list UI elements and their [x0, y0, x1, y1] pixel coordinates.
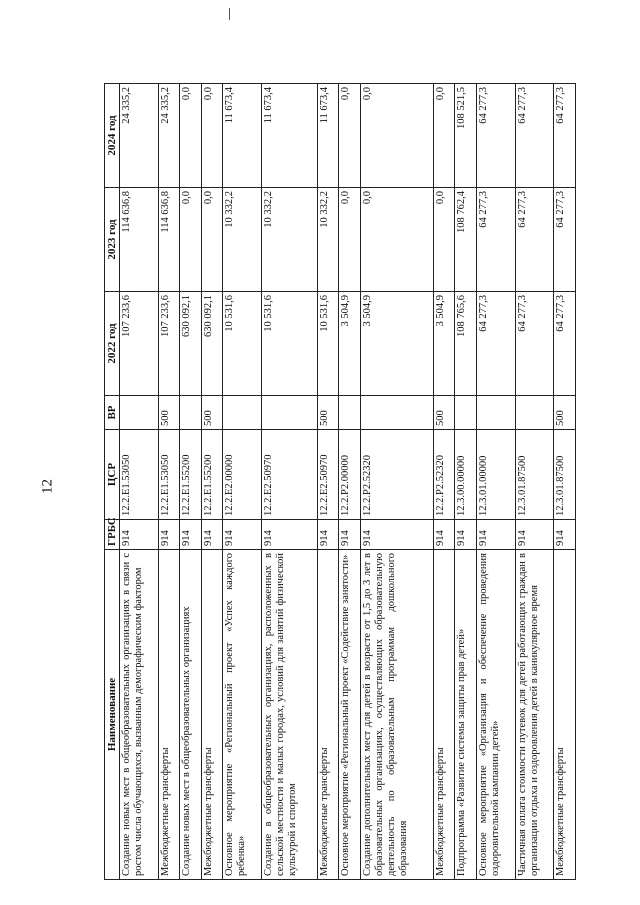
cell-y2024: 0,0 — [180, 84, 202, 188]
header-2024: 2024 год — [105, 84, 120, 188]
table-row — [180, 84, 202, 880]
table-row — [261, 84, 317, 880]
cell-y2022: 10 531,6 — [261, 292, 317, 396]
cell-y2022: 108 765,6 — [455, 292, 477, 396]
cell-grbs: 914 — [120, 520, 159, 550]
cell-name: Основное мероприятие «Организация и обеспечение проведения оздоровительной кампании детей» — [476, 550, 515, 880]
cell-y2024: 24 335,2 — [120, 84, 159, 188]
cell-name: Межбюджетные трансферты — [158, 550, 180, 880]
cell-csr: 12.2.E1.55200 — [180, 430, 202, 520]
cell-vr — [120, 396, 159, 430]
cell-grbs: 914 — [158, 520, 180, 550]
cell-grbs: 914 — [360, 520, 433, 550]
cell-name: Основное мероприятие «Региональный проект «Успех каждого ребенка» — [223, 550, 262, 880]
cell-vr — [339, 396, 361, 430]
cell-y2023: 0,0 — [201, 188, 223, 292]
header-name: Наименование — [105, 550, 120, 880]
cell-vr — [515, 396, 554, 430]
cell-y2024: 0,0 — [433, 84, 455, 188]
cell-y2024: 64 277,3 — [476, 84, 515, 188]
cell-grbs: 914 — [223, 520, 262, 550]
cell-vr — [476, 396, 515, 430]
header-2023: 2023 год — [105, 188, 120, 292]
cell-vr — [180, 396, 202, 430]
table-row — [515, 84, 554, 880]
cell-y2024: 64 277,3 — [554, 84, 576, 188]
cell-grbs: 914 — [554, 520, 576, 550]
cell-y2022: 64 277,3 — [554, 292, 576, 396]
cell-y2024: 0,0 — [360, 84, 433, 188]
cell-csr: 12.2.P2.52320 — [433, 430, 455, 520]
cell-grbs: 914 — [201, 520, 223, 550]
cell-y2023: 10 332,2 — [261, 188, 317, 292]
cell-name: Создание новых мест в общеобразовательных организациях — [180, 550, 202, 880]
table-row — [158, 84, 180, 880]
cell-name: Основное мероприятие «Региональный проект «Содействие занятости» — [339, 550, 361, 880]
cell-y2024: 11 673,4 — [223, 84, 262, 188]
cell-vr — [360, 396, 433, 430]
cell-grbs: 914 — [433, 520, 455, 550]
cell-y2024: 0,0 — [339, 84, 361, 188]
cell-csr: 12.2.E1.53050 — [158, 430, 180, 520]
cell-y2022: 107 233,6 — [158, 292, 180, 396]
cell-csr: 12.2.P2.52320 — [360, 430, 433, 520]
cell-csr: 12.2.E1.55200 — [201, 430, 223, 520]
cell-y2022: 10 531,6 — [223, 292, 262, 396]
cell-vr — [223, 396, 262, 430]
cell-csr: 12.2.P2.00000 — [339, 430, 361, 520]
cell-grbs: 914 — [476, 520, 515, 550]
cell-name: Межбюджетные трансферты — [201, 550, 223, 880]
cell-y2022: 64 277,3 — [515, 292, 554, 396]
table-row — [223, 84, 262, 880]
cell-y2023: 64 277,3 — [476, 188, 515, 292]
cell-grbs: 914 — [339, 520, 361, 550]
cell-name: Частичная оплата стоимости путевок для детей работающих граждан в организации отдыха и оздоровления детей в каникулярное время — [515, 550, 554, 880]
cell-y2023: 0,0 — [360, 188, 433, 292]
rotated-table-container — [104, 84, 576, 880]
cell-csr: 12.2.E2.50970 — [317, 430, 339, 520]
cell-name: Межбюджетные трансферты — [433, 550, 455, 880]
cell-name: Подпрограмма «Развитие системы защиты прав детей» — [455, 550, 477, 880]
table-row — [317, 84, 339, 880]
cell-y2024: 64 277,3 — [515, 84, 554, 188]
cell-csr: 12.3.01.87500 — [515, 430, 554, 520]
cell-name: Создание в общеобразовательных организациях, расположенных в сельской местности и малых городах, условий для занятий физической культурой и спортом — [261, 550, 317, 880]
cell-y2024: 11 673,4 — [261, 84, 317, 188]
cell-vr: 500 — [158, 396, 180, 430]
cell-y2023: 0,0 — [339, 188, 361, 292]
cell-vr: 500 — [317, 396, 339, 430]
cell-y2024: 0,0 — [201, 84, 223, 188]
cell-csr: 12.3.00.00000 — [455, 430, 477, 520]
cell-y2022: 10 531,6 — [317, 292, 339, 396]
table-row — [339, 84, 361, 880]
table-row — [554, 84, 576, 880]
cell-grbs: 914 — [180, 520, 202, 550]
margin-mark — [229, 8, 230, 20]
table-row — [455, 84, 477, 880]
cell-name: Создание дополнительных мест для детей в возрасте от 1,5 до 3 лет в образовательных организациях, осуществляющих образовательную деятельность по образовательным программам дошкольного образования — [360, 550, 433, 880]
cell-y2022: 3 504,9 — [339, 292, 361, 396]
cell-grbs: 914 — [317, 520, 339, 550]
header-csr: ЦСР — [105, 430, 120, 520]
cell-csr: 12.2.E2.50970 — [261, 430, 317, 520]
table-row — [433, 84, 455, 880]
cell-y2022: 107 233,6 — [120, 292, 159, 396]
cell-y2023: 10 332,2 — [223, 188, 262, 292]
cell-csr: 12.3.01.87500 — [554, 430, 576, 520]
cell-y2023: 10 332,2 — [317, 188, 339, 292]
cell-vr — [261, 396, 317, 430]
cell-csr: 12.3.01.00000 — [476, 430, 515, 520]
header-vr: ВР — [105, 396, 120, 430]
cell-csr: 12.2.E1.53050 — [120, 430, 159, 520]
table-row — [120, 84, 159, 880]
cell-grbs: 914 — [455, 520, 477, 550]
cell-vr: 500 — [201, 396, 223, 430]
cell-y2023: 64 277,3 — [515, 188, 554, 292]
cell-y2023: 114 636,8 — [120, 188, 159, 292]
cell-y2023: 64 277,3 — [554, 188, 576, 292]
cell-name: Создание новых мест в общеобразовательных организациях в связи с ростом числа обучающихся, вызванным демографическим фактором — [120, 550, 159, 880]
header-grbs: ГРБС — [105, 520, 120, 550]
cell-y2024: 11 673,4 — [317, 84, 339, 188]
cell-y2022: 3 504,9 — [433, 292, 455, 396]
table-header-row — [105, 84, 120, 880]
cell-y2023: 114 636,8 — [158, 188, 180, 292]
cell-csr: 12.2.E2.00000 — [223, 430, 262, 520]
cell-grbs: 914 — [261, 520, 317, 550]
cell-y2023: 0,0 — [180, 188, 202, 292]
cell-y2022: 630 092,1 — [180, 292, 202, 396]
cell-name: Межбюджетные трансферты — [317, 550, 339, 880]
cell-vr: 500 — [554, 396, 576, 430]
cell-vr — [455, 396, 477, 430]
cell-grbs: 914 — [515, 520, 554, 550]
cell-y2024: 24 335,2 — [158, 84, 180, 188]
cell-y2023: 108 762,4 — [455, 188, 477, 292]
table-row — [360, 84, 433, 880]
cell-y2024: 108 521,5 — [455, 84, 477, 188]
budget-table — [104, 83, 576, 880]
cell-y2023: 0,0 — [433, 188, 455, 292]
table-row — [201, 84, 223, 880]
page-number: 12 — [39, 479, 56, 494]
header-2022: 2022 год — [105, 292, 120, 396]
cell-name: Межбюджетные трансферты — [554, 550, 576, 880]
cell-y2022: 64 277,3 — [476, 292, 515, 396]
cell-vr: 500 — [433, 396, 455, 430]
cell-y2022: 3 504,9 — [360, 292, 433, 396]
cell-y2022: 630 092,1 — [201, 292, 223, 396]
table-row — [476, 84, 515, 880]
